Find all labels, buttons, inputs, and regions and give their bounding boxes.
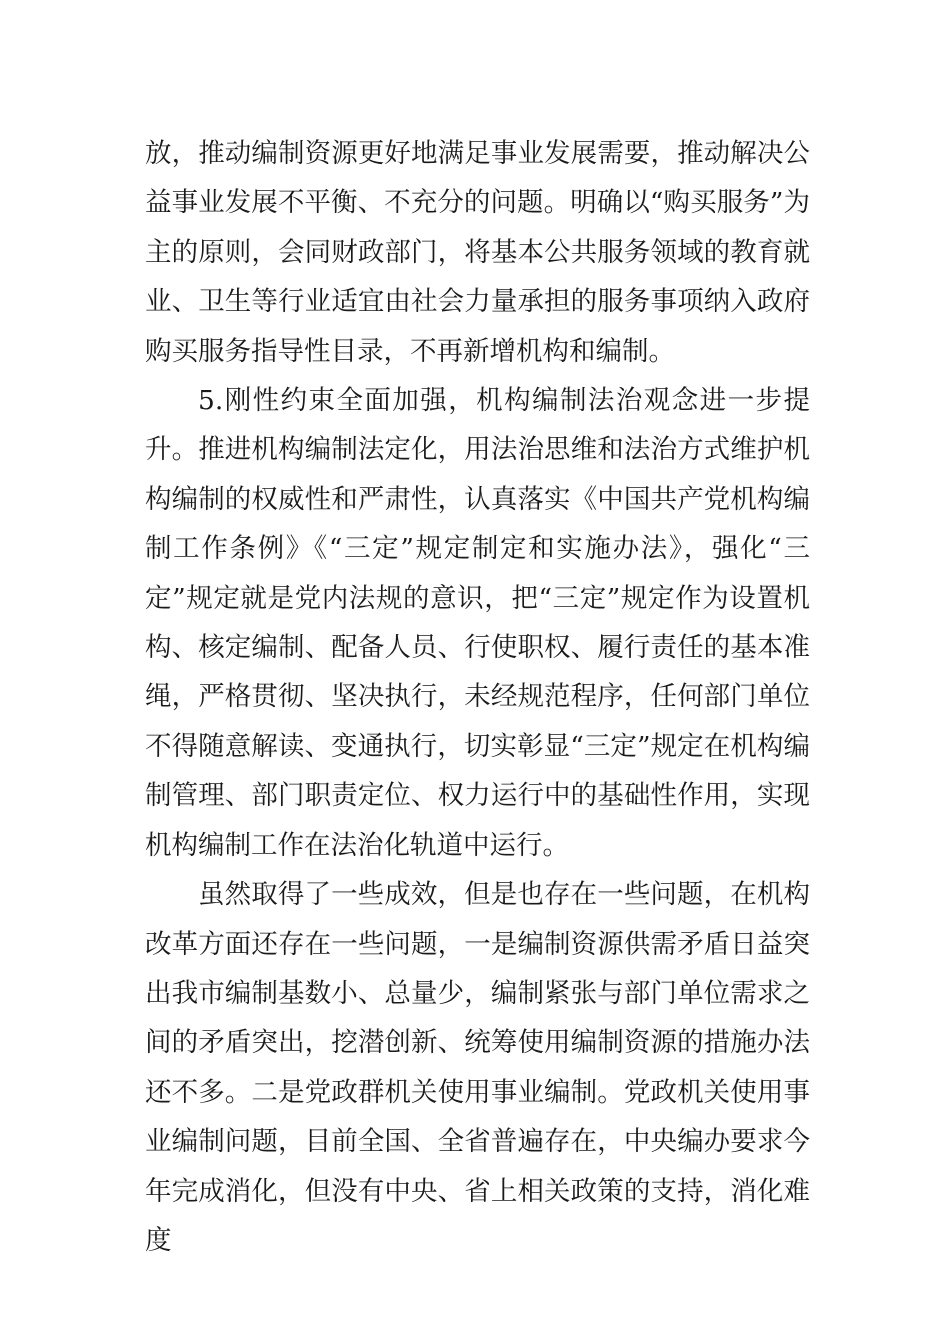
paragraph-1: 放，推动编制资源更好地满足事业发展需要，推动解决公益事业发展不平衡、不充分的问题。明确以“购买服务”为主的原则，会同财政部门，将基本公共服务领域的教育就业、卫生等行业适宜由社会力量承担的服务事项纳入政府购买服务指导性目录，不再新增机构和编制。 [145, 138, 810, 367]
paragraph-3: 虽然取得了一些成效，但是也存在一些问题，在机构改革方面还存在一些问题，一是编制资源供需矛盾日益突出我市编制基数小、总量少，编制紧张与部门单位需求之间的矛盾突出，挖潜创新、统筹使用编制资源的措施办法还不多。二是党政群机关使用事业编制。党政机关使用事业编制问题，目前全国、全省普遍存在，中央编办要求今年完成消化，但没有中央、省上相关政策的支持，消化难度 [145, 879, 810, 1256]
document-body [145, 129, 810, 1265]
paragraph-2: 5.刚性约束全面加强，机构编制法治观念进一步提升。推进机构编制法定化，用法治思维和法治方式维护机构编制的权威性和严肃性，认真落实《中国共产党机构编制工作条例》《“三定”规定制定和实施办法》，强化“三定”规定就是党内法规的意识，把“三定”规定作为设置机构、核定编制、配备人员、行使职权、履行责任的基本准绳，严格贯彻、坚决执行，未经规范程序，任何部门单位不得随意解读、变通执行，切实彰显“三定”规定在机构编制管理、部门职责定位、权力运行中的基础性作用，实现机构编制工作在法治化轨道中运行。 [145, 385, 810, 861]
